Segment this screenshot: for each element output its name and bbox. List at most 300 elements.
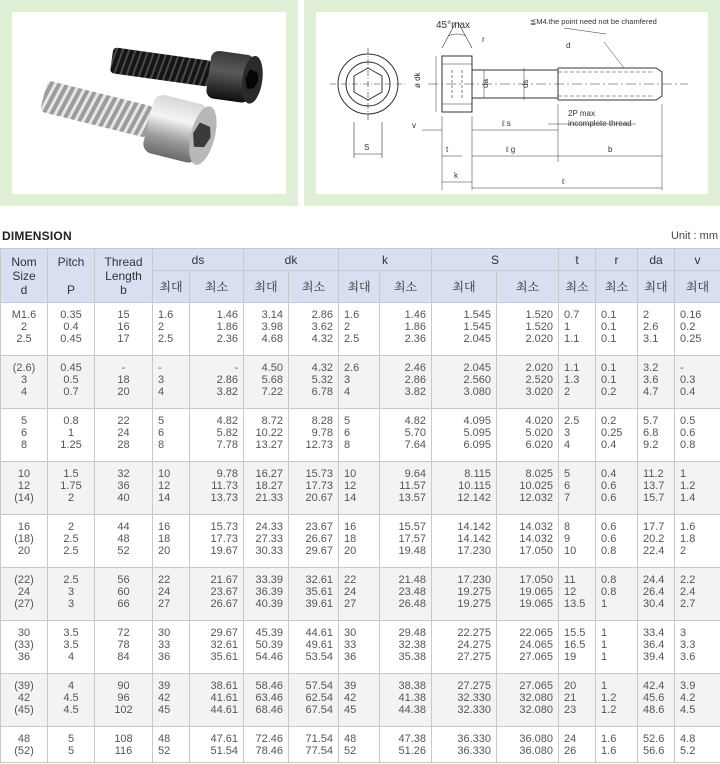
cell-value: 77.54 [305,745,333,757]
cell-value: 11 [564,574,576,586]
cell-value: 2.86 [311,309,333,321]
cell-value: 1 [601,639,608,651]
cell-value: 36.080 [519,745,554,757]
cell-value: 39 [344,680,357,692]
cell-value: 23.48 [398,586,426,598]
cell-value: 30 [158,627,171,639]
drawing-label-lg: ℓ g [506,145,516,154]
cell-value: 2.5 [16,333,32,345]
cell-value: 1.6 [158,309,174,321]
cell-value: 2.560 [463,374,491,386]
subheader-min: 최소 [380,271,432,303]
cell-value: 4.5 [63,692,79,704]
cell-k-min [380,568,432,621]
cell-ds-min [190,303,244,356]
cell-dk-max [244,515,289,568]
cell-value: 36.080 [519,733,554,745]
cell-value: 56.6 [643,745,665,757]
cell-value: 19.275 [457,598,491,610]
cell-value: 0.2 [601,386,617,398]
cell-s-max [432,515,497,568]
cell-value: 4.82 [404,415,426,427]
cell-value: 8 [564,521,571,533]
cell-value: 4.32 [311,362,333,374]
cell-value: 16.5 [564,639,586,651]
cell-value: 1.545 [463,309,491,321]
drawing-label-ls: ℓ s [502,119,511,128]
cell-value: (18) [14,533,34,545]
cell-ds-min [190,674,244,727]
cell-value: 90 [117,680,130,692]
cell-value: 45 [158,704,171,716]
cell-value: 8.115 [464,468,491,480]
cell-value: 11.2 [643,468,664,480]
cell-v-max [675,621,720,674]
cell-value: 3 [67,598,75,610]
cell-value: 32.61 [305,574,333,586]
cell-k-max [339,409,380,462]
cell-thread-length [95,674,153,727]
cell-value: 72.46 [255,733,283,745]
cell-value: 68.46 [255,704,283,716]
cell-value: 4.5 [63,704,79,716]
cell-value: 3.2 [643,362,659,374]
cell-value: 72 [117,627,130,639]
cell-value: 0.6 [601,492,617,504]
cell-value: 16 [158,521,171,533]
cell-value: 4 [158,386,165,398]
cell-v-max [675,409,720,462]
cell-value: (39) [14,680,34,692]
cell-value: 0.1 [601,321,617,333]
cell-value: 2 [158,321,165,333]
cell-v-max [675,727,720,763]
cell-s-min [497,356,559,409]
drawing-angle: 45°max [436,20,471,31]
cell-v-max [675,462,720,515]
cell-value: 2.5 [564,415,580,427]
cell-value: 60 [117,586,130,598]
cell-value: 22 [344,574,357,586]
cell-value: 8 [158,439,165,451]
cell-value: 6.78 [311,386,333,398]
cell-value: 0.35 [60,309,82,321]
header-k: k [339,249,432,271]
subheader-min: 최소 [497,271,559,303]
cell-value: 4.7 [643,386,659,398]
cell-value: 0.25 [680,333,702,345]
cell-value: 19.275 [457,586,491,598]
cell-value: 27 [344,598,357,610]
cell-value: 13.57 [398,492,426,504]
cell-da-max [638,674,675,727]
cell-r-min [596,727,638,763]
cell-value: 1.86 [216,321,238,333]
cell-dk-max [244,303,289,356]
cell-value: 44.61 [210,704,238,716]
cell-value: 15.73 [210,521,238,533]
cell-value: 29.67 [305,545,333,557]
cell-ds-max [153,568,190,621]
cell-value: 1.2 [601,692,617,704]
cell-value: 4.68 [261,333,283,345]
cell-value: 2.020 [525,362,554,374]
cell-dk-min [289,515,339,568]
cell-value: 4.095 [463,415,491,427]
cell-value: 1.46 [216,309,238,321]
cell-value: 3.82 [216,386,238,398]
cell-value: 0.2 [680,321,696,333]
cell-t-min [559,727,596,763]
cell-value: 14.032 [519,533,554,545]
cell-value: 15.73 [305,468,333,480]
cell-value: 2 [643,309,650,321]
cell-t-min [559,674,596,727]
table-row [1,515,720,568]
cell-value: 19.48 [398,545,426,557]
cell-value: 4 [564,439,571,451]
cell-value: 40.39 [255,598,283,610]
header-dk: dk [244,249,339,271]
cell-value: 0.4 [680,386,696,398]
nom-line: d [20,282,28,297]
cell-value: 5.68 [261,374,283,386]
header-v: v [675,249,720,271]
cell-value: 0.16 [680,309,702,321]
cell-nom-size [1,674,48,727]
cell-value: (14) [14,492,34,504]
cell-value: 8 [344,439,351,451]
cell-value: 0.7 [63,386,79,398]
cell-value: 33.4 [643,627,665,639]
cell-value: 3.98 [261,321,283,333]
cell-value: 71.54 [305,733,333,745]
cell-value: 7.78 [216,439,238,451]
cell-value: 1 [680,468,687,480]
cell-value: 13.7 [643,480,665,492]
cell-thread-length [95,727,153,763]
cell-value: 58.46 [255,680,283,692]
cell-thread-length [95,409,153,462]
cell-thread-length [95,462,153,515]
cell-value: 22.4 [643,545,665,557]
cell-value: 24 [564,733,577,745]
cell-value: 6 [158,427,165,439]
cell-da-max [638,727,675,763]
cell-value: 2.86 [404,374,426,386]
cell-value: 1.520 [525,309,554,321]
cell-value: 2.5 [344,333,360,345]
cell-value: 42 [158,692,171,704]
cell-r-min [596,674,638,727]
cell-value: 17 [117,333,130,345]
pitch-line: Pitch [57,254,85,269]
cell-s-max [432,356,497,409]
cell-value: 52.6 [643,733,665,745]
cell-nom-size [1,515,48,568]
cell-ds-min [190,727,244,763]
cell-k-min [380,674,432,727]
side-view [422,22,688,190]
cell-value: 0.1 [601,309,617,321]
cell-value: 8.28 [311,415,333,427]
cell-value: 5.70 [404,427,426,439]
table-header-row [1,249,720,271]
cell-value: - [121,362,126,374]
cell-value: 26.67 [210,598,238,610]
cell-value: 5.020 [525,427,554,439]
cell-value: 24.4 [643,574,665,586]
cell-k-max [339,727,380,763]
cell-s-min [497,568,559,621]
cell-value: 48 [344,733,357,745]
cell-v-max [675,674,720,727]
cell-r-min [596,462,638,515]
cell-thread-length [95,621,153,674]
cell-value: 1.2 [680,480,696,492]
cell-value: 48 [158,733,171,745]
cell-dk-max [244,356,289,409]
cell-value: 20 [344,545,357,557]
drawing-chamfer-note: ≦M4.the point need not be chamfered [530,17,657,26]
cell-value: 2 [67,492,75,504]
cell-s-max [432,621,497,674]
cell-nom-size [1,356,48,409]
cell-dk-min [289,568,339,621]
cell-value: 3.14 [261,309,283,321]
cell-value: 42 [17,692,31,704]
cell-value: 2 [344,321,351,333]
cell-value: 1.6 [601,745,617,757]
drawing-frame [304,0,720,206]
cell-value: 24 [344,586,357,598]
subheader-min: 최소 [289,271,339,303]
cell-value: 12.73 [305,439,333,451]
cell-s-min [497,303,559,356]
cell-value: 48 [117,533,130,545]
cell-value: 2.46 [404,362,426,374]
cell-nom-size [1,621,48,674]
cell-value: 41.38 [398,692,426,704]
cell-value: 24 [158,586,171,598]
cell-value: 5 [344,415,351,427]
cell-value: 1.6 [344,309,360,321]
cell-value: 0.6 [601,533,617,545]
cell-s-max [432,409,497,462]
cell-k-max [339,515,380,568]
cell-value: 84 [117,651,130,663]
cell-ds-max [153,356,190,409]
section-title: DIMENSION [2,229,72,243]
cell-value: 1.6 [680,521,696,533]
subheader-max: 최대 [638,271,675,303]
cell-value: 1.86 [404,321,426,333]
cell-ds-max [153,515,190,568]
cell-value: 4 [344,386,351,398]
cell-s-min [497,674,559,727]
cell-value: 27.33 [255,533,283,545]
cell-value: 51.26 [398,745,426,757]
cell-value: 8 [20,439,28,451]
cell-value: - [234,362,238,374]
subheader-max: 최대 [339,271,380,303]
cell-value: 2.86 [216,374,238,386]
cell-value: 11.57 [399,480,426,492]
cell-value: 5.2 [680,745,696,757]
table-row [1,462,720,515]
cell-value: 45.39 [255,627,283,639]
cell-dk-min [289,621,339,674]
cell-value: 8.025 [525,468,554,480]
cell-value: 3.3 [680,639,696,651]
cell-value: 57.54 [305,680,333,692]
cell-value: 5 [67,733,75,745]
cell-value: 23 [564,704,577,716]
cell-value: 6.8 [643,427,659,439]
cell-value: 7.22 [261,386,283,398]
cell-pitch [48,303,95,356]
cell-value: 3.9 [680,680,696,692]
header-t: t [559,249,596,271]
cell-value: 30.33 [255,545,283,557]
cell-value: 12 [17,480,31,492]
cell-k-max [339,674,380,727]
cell-value: 13.27 [255,439,283,451]
cell-value: 5 [20,415,28,427]
cell-pitch [48,462,95,515]
cell-value: 0.8 [601,545,617,557]
nom-line: Size [12,268,36,283]
cell-value: 1 [564,321,571,333]
cell-value: 5.095 [463,427,491,439]
cell-ds-max [153,621,190,674]
cell-value: 14.032 [519,521,554,533]
cell-k-min [380,621,432,674]
cell-value: 5 [67,745,75,757]
cell-value: 1.5 [63,468,79,480]
cell-thread-length [95,303,153,356]
cell-value: 51.54 [210,745,238,757]
cell-value: 2.5 [63,545,79,557]
cell-da-max [638,409,675,462]
subheader-min: 최소 [559,271,596,303]
cell-dk-max [244,727,289,763]
cell-value: 4.5 [680,704,696,716]
cell-value: (45) [14,704,34,716]
cell-nom-size [1,462,48,515]
header-pitch [48,249,95,303]
cell-value: 15.7 [643,492,665,504]
cell-value: 27.065 [519,680,554,692]
cell-ds-min [190,515,244,568]
cell-value: 14.142 [457,533,491,545]
cell-value: 19.67 [210,545,238,557]
cell-dk-min [289,727,339,763]
cell-value: 1.3 [564,374,580,386]
cell-value: 2.4 [680,586,696,598]
cell-value: 28 [117,439,130,451]
cell-value: 36 [117,480,130,492]
cell-value: 38.61 [210,680,238,692]
cell-r-min [596,515,638,568]
cell-value: 6 [564,480,571,492]
cell-value: 10 [344,468,357,480]
cell-thread-length [95,515,153,568]
cell-s-min [497,462,559,515]
cell-value: 48 [17,733,31,745]
cell-value: 3 [344,374,351,386]
cell-dk-max [244,462,289,515]
cell-value: 4 [67,680,75,692]
cell-value: 23.67 [210,586,238,598]
cell-value: 3 [67,586,75,598]
drawing-label-r: r [482,35,485,44]
table-row [1,727,720,763]
drawing-label-l: ℓ [562,177,565,186]
cell-value: 39.4 [643,651,665,663]
cell-r-min [596,356,638,409]
thread-line: b [120,282,127,297]
cell-value: 5.32 [311,374,333,386]
cell-value: 0.8 [601,586,617,598]
drawing-label-k: k [454,171,458,180]
cell-value: (2.6) [12,362,36,374]
cell-value: 4.32 [311,333,333,345]
cell-value: 16 [17,521,31,533]
cell-k-min [380,356,432,409]
cell-value: 3.020 [525,386,554,398]
cell-value: 24.275 [457,639,491,651]
cell-value: 15.57 [398,521,426,533]
header-ds: ds [153,249,244,271]
cell-value: 3 [158,374,165,386]
cell-pitch [48,621,95,674]
cell-value: 21.48 [398,574,426,586]
cell-s-min [497,409,559,462]
cell-value: 10.22 [255,427,283,439]
cell-pitch [48,568,95,621]
cell-value: 3.080 [463,386,491,398]
cell-value: 30 [344,627,357,639]
drawing-label-t: t [446,145,449,154]
cell-value: 32.330 [457,704,491,716]
cell-value: 2.5 [63,533,79,545]
cell-r-min [596,621,638,674]
cell-value: 2.6 [643,321,659,333]
cell-value: 1.8 [680,533,696,545]
cell-value: 2 [680,545,687,557]
cell-dk-min [289,303,339,356]
product-photo [12,12,286,194]
cell-value: 1.1 [564,362,580,374]
cell-value: 17.7 [643,521,665,533]
cell-k-max [339,568,380,621]
cell-value: 3.1 [643,333,659,345]
cell-value: 0.1 [601,374,617,386]
cell-value: 0.8 [601,574,617,586]
cell-value: 2.045 [463,333,491,345]
cell-value: 1 [601,627,608,639]
cell-nom-size [1,727,48,763]
cell-value: 2.045 [463,362,491,374]
cell-value: 41.61 [210,692,238,704]
cell-value: 39.61 [305,598,333,610]
cell-value: 21.67 [210,574,238,586]
cell-value: 32.080 [519,692,554,704]
cell-value: 5.7 [643,415,659,427]
cell-value: 52 [117,545,130,557]
cell-value: 49.61 [305,639,333,651]
